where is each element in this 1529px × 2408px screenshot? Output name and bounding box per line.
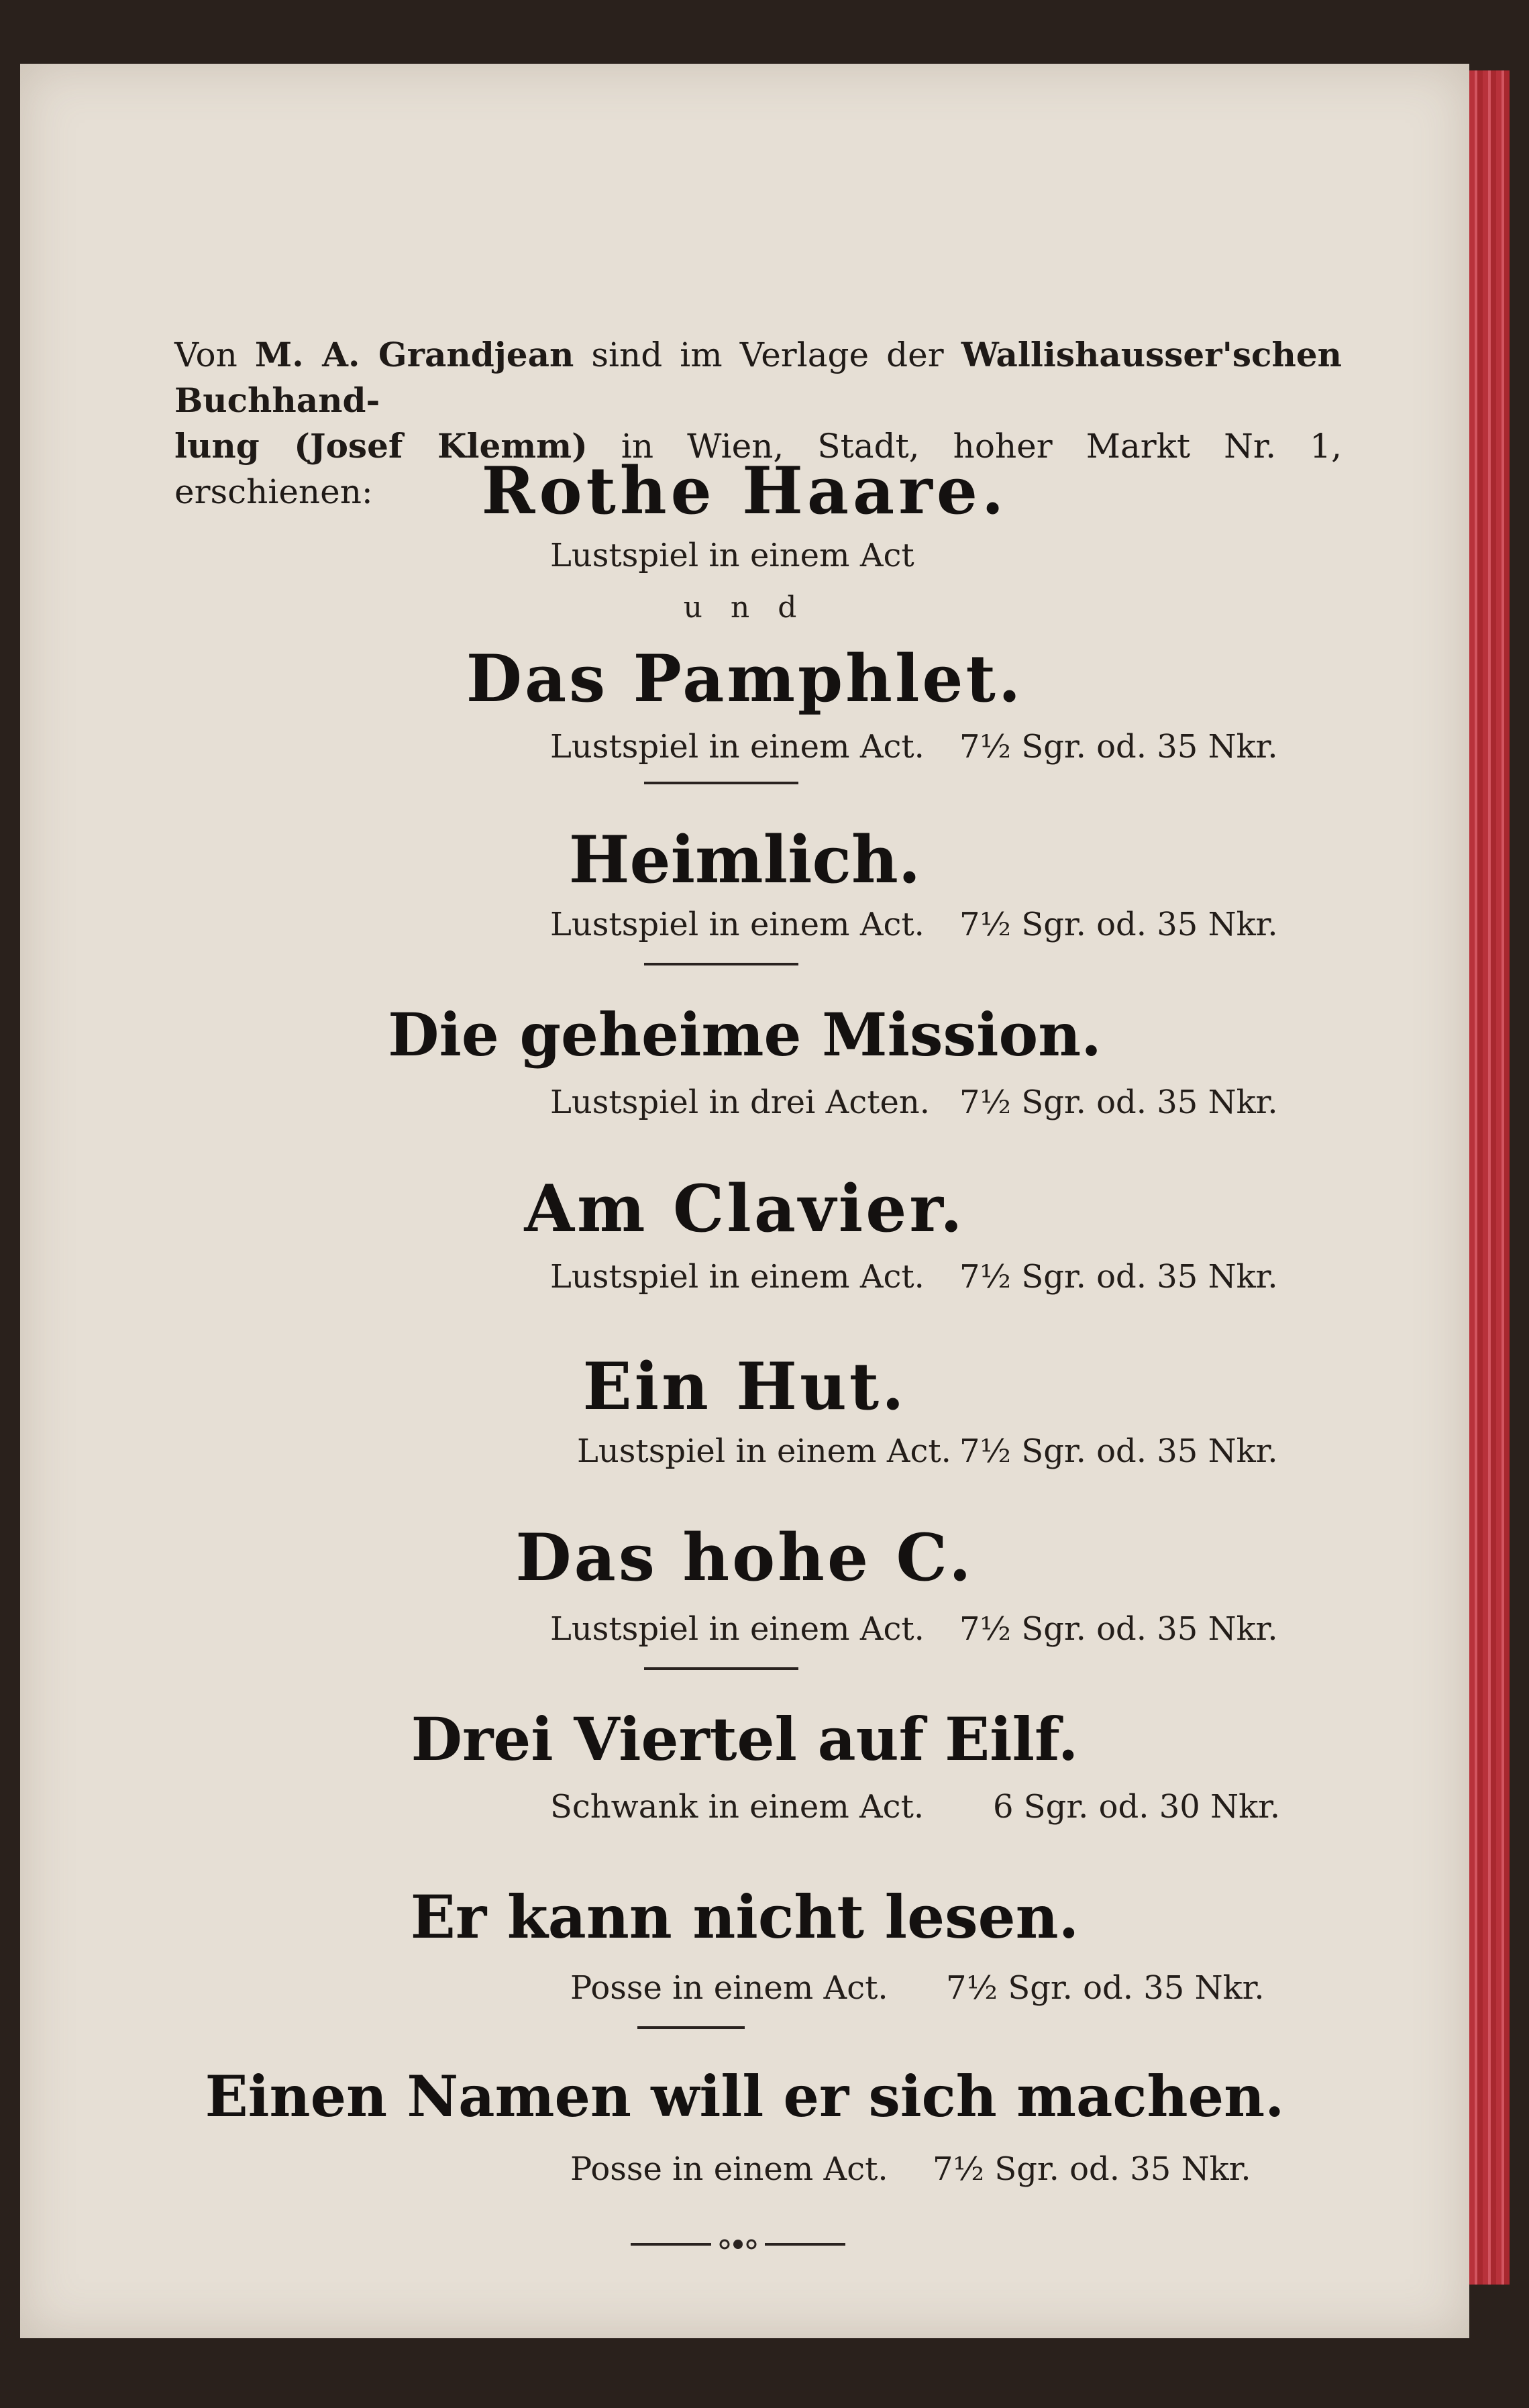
separator-rule — [644, 963, 798, 965]
play-price: 6 Sgr. od. 30 Nkr. — [993, 1788, 1281, 1826]
play-genre: Lustspiel in einem Act. — [550, 728, 925, 766]
play-title: Drei Viertel auf Eilf. — [411, 1704, 1079, 1774]
play-title: Heimlich. — [568, 822, 921, 898]
play-price: 7½ Sgr. od. 35 Nkr. — [959, 728, 1278, 766]
play-price: 7½ Sgr. od. 35 Nkr. — [959, 1084, 1278, 1121]
play-price: 7½ Sgr. od. 35 Nkr. — [946, 1969, 1265, 2007]
separator-rule — [644, 1667, 798, 1670]
play-genre: Lustspiel in einem Act. — [550, 906, 925, 943]
play-title: Einen Namen will er sich machen. — [205, 2063, 1285, 2130]
separator-rule — [644, 782, 798, 784]
play-price: 7½ Sgr. od. 35 Nkr. — [959, 1610, 1278, 1648]
play-title: Das hohe C. — [515, 1520, 974, 1595]
separator-rule — [637, 2026, 745, 2029]
play-price: 7½ Sgr. od. 35 Nkr. — [959, 1258, 1278, 1296]
play-title: Am Clavier. — [524, 1171, 965, 1247]
publisher-name: Wallishausser'schen Buchhand- — [174, 335, 1342, 420]
author-name: M. A. Grandjean — [254, 335, 574, 374]
play-genre: Lustspiel in einem Act. — [550, 1610, 925, 1648]
play-genre: Lustspiel in einem Act. — [577, 1432, 951, 1470]
intro-text: in Wien, Stadt, hoher Markt Nr. 1, erschienen: — [174, 427, 1342, 511]
play-genre: Posse in einem Act. — [570, 2150, 888, 2188]
page-content — [20, 64, 1469, 2338]
play-price: 7½ Sgr. od. 35 Nkr. — [959, 906, 1278, 943]
play-genre: Posse in einem Act. — [570, 1969, 888, 2007]
intro-text: Von — [174, 335, 255, 374]
play-title: Das Pamphlet. — [466, 641, 1024, 717]
book-page — [20, 64, 1469, 2338]
play-genre: Lustspiel in einem Act. — [550, 1258, 925, 1296]
play-title: Er kann nicht lesen. — [410, 1882, 1079, 1952]
play-genre: Lustspiel in einem Act — [550, 537, 914, 574]
ornament-divider-icon — [631, 2238, 845, 2251]
play-genre: Lustspiel in drei Acten. — [550, 1084, 931, 1121]
play-price: 7½ Sgr. od. 35 Nkr. — [959, 1432, 1278, 1470]
play-genre: Schwank in einem Act. — [550, 1788, 925, 1826]
play-price: 7½ Sgr. od. 35 Nkr. — [933, 2150, 1251, 2188]
intro-text: sind im Verlage der — [574, 335, 961, 374]
play-title: Ein Hut. — [582, 1349, 907, 1424]
play-title: Die geheime Mission. — [388, 1000, 1102, 1069]
connector-und: u n d — [683, 590, 806, 625]
play-title: Rothe Haare. — [481, 453, 1008, 529]
publisher-name-cont: lung (Josef Klemm) — [174, 426, 588, 466]
